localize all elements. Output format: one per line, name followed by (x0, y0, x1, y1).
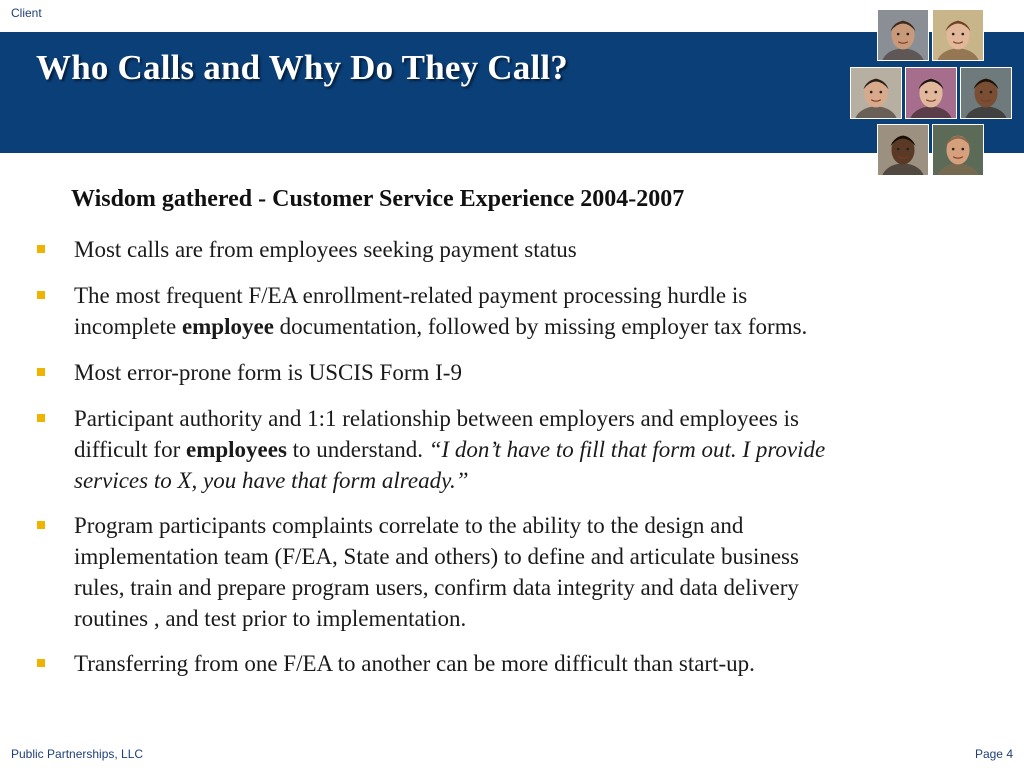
person-photo-1 (877, 9, 929, 61)
person-photo-2 (932, 9, 984, 61)
quote-text: services to X, you have that form already.” (74, 468, 469, 493)
company-footer: Public Partnerships, LLC (11, 747, 144, 761)
section-subheading: Wisdom gathered - Customer Service Experience 2004-2007 (71, 186, 685, 212)
bullet-text: incomplete (74, 314, 182, 339)
person-photo-6 (877, 124, 929, 176)
bullet-marker (37, 291, 45, 299)
bullet-text: to understand. (286, 437, 429, 462)
bullet-text: Transferring from one F/EA to another can be more difficult than start-up. (74, 651, 755, 676)
person-photo-5 (960, 67, 1012, 119)
bullet-text: routines , and test prior to implementation. (74, 606, 467, 631)
bullet-text: Most calls are from employees seeking payment status (74, 237, 577, 262)
quote-text: “I don’t have to fill that form out. I provide (428, 437, 826, 462)
bullet-text: documentation, followed by missing employer tax forms. (273, 314, 808, 339)
bullet-text: Most error-prone form is USCIS Form I-9 (74, 360, 462, 385)
bullet-text: rules, train and prepare program users, confirm data integrity and data delivery (74, 575, 799, 600)
page-number: Page 4 (974, 747, 1013, 761)
bullet-text: The most frequent F/EA enrollment-related payment processing hurdle is (74, 283, 748, 308)
person-photo-4 (905, 67, 957, 119)
emphasis-text: employees (186, 437, 287, 462)
bullet-marker (37, 368, 45, 376)
bullet-marker (37, 414, 45, 422)
bullet-marker (37, 521, 45, 529)
person-photo-7 (932, 124, 984, 176)
emphasis-text: employee (181, 314, 274, 339)
client-label: Client (11, 6, 42, 20)
bullet-text: implementation team (F/EA, State and others) to define and articulate business (74, 544, 799, 569)
bullet-marker (37, 659, 45, 667)
person-photo-3 (850, 67, 902, 119)
bullet-text: Program participants complaints correlate to the ability to the design and (74, 513, 744, 538)
bullet-marker (37, 245, 45, 253)
bullet-text: Participant authority and 1:1 relationship between employers and employees is (74, 406, 799, 431)
bullet-text: difficult for (74, 437, 186, 462)
slide-title: Who Calls and Why Do They Call? (36, 48, 568, 87)
